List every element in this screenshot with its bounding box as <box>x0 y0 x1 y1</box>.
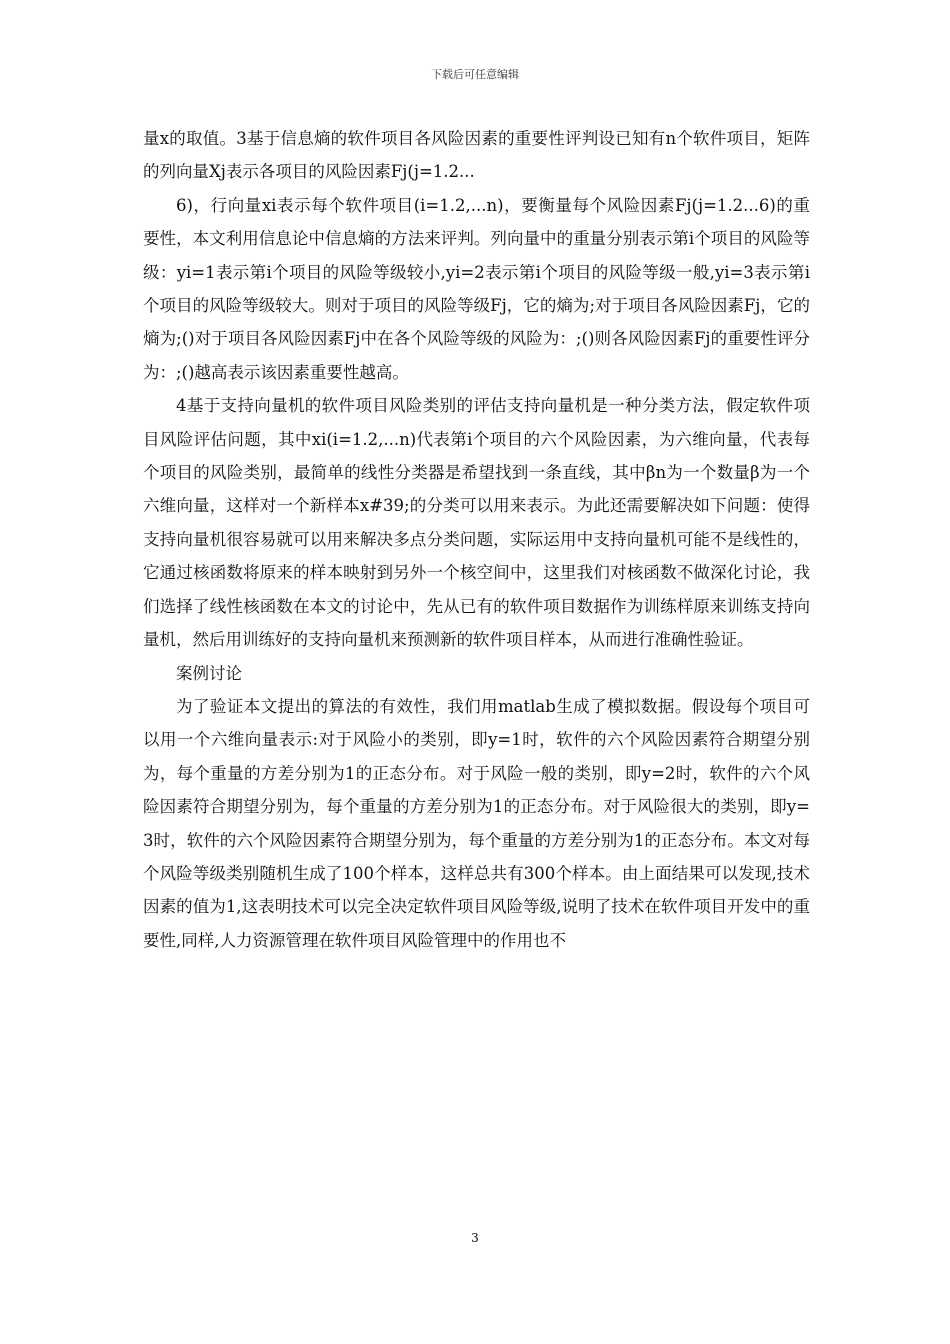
paragraph-3: 4基于支持向量机的软件项目风险类别的评估支持向量机是一种分类方法，假定软件项目风险评估问题，其中xi(i=1.2,...n)代表第i个项目的六个风险因素，为六维向量，代表每个项目的风险类别，最简单的线性分类器是希望找到一条直线，其中βn为一个数量β为一个六维向量，这样对一个新样本x#39;的分类可以用来表示。为此还需要解决如下问题：使得支持向量机很容易就可以用来解决多点分类问题，实际运用中支持向量机可能不是线性的，它通过核函数将原来的样本映射到另外一个核空间中，这里我们对核函数不做深化讨论，我们选择了线性核函数在本文的讨论中，先从已有的软件项目数据作为训练样原来训练支持向量机，然后用训练好的支持向量机来预测新的软件项目样本，从而进行准确性验证。 <box>143 396 810 650</box>
body-text <box>143 122 810 957</box>
page-number: 3 <box>471 1231 479 1245</box>
section-heading-case-discussion: 案例讨论 <box>176 663 242 683</box>
paragraph-1: 量x的取值。3基于信息熵的软件项目各风险因素的重要性评判设已知有n个软件项目，矩阵的列向量Xj表示各项目的风险因素Fj(j=1.2... <box>143 129 810 182</box>
page-header: 下载后可任意编辑 <box>431 68 519 81</box>
paragraph-2: 6)，行向量xi表示每个软件项目(i=1.2,...n)，要衡量每个风险因素Fj(j=1.2...6)的重要性，本文利用信息论中信息熵的方法来评判。列向量中的重量分别表示第i个项目的风险等级：yi=1表示第i个项目的风险等级较小,yi=2表示第i个项目的风险等级一般,yi=3表示第i个项目的风险等级较大。则对于项目的风险等级Fj，它的熵为;对于项目各风险因素Fj，它的熵为;()对于项目各风险因素Fj中在各个风险等级的风险为：;()则各风险因素Fj的重要性评分为：;()越高表示该因素重要性越高。 <box>143 195 810 382</box>
paragraph-4: 为了验证本文提出的算法的有效性，我们用matlab生成了模拟数据。假设每个项目可以用一个六维向量表示:对于风险小的类别，即y=1时，软件的六个风险因素符合期望分别为，每个重量的方差分别为1的正态分布。对于风险一般的类别，即y=2时，软件的六个风险因素符合期望分别为，每个重量的方差分别为1的正态分布。对于风险很大的类别，即y=3时，软件的六个风险因素符合期望分别为，每个重量的方差分别为1的正态分布。本文对每个风险等级类别随机生成了100个样本，这样总共有300个样本。由上面结果可以发现,技术因素的值为1,这表明技术可以完全决定软件项目风险等级,说明了技术在软件项目开发中的重要性,同样,人力资源管理在软件项目风险管理中的作用也不 <box>143 696 810 950</box>
